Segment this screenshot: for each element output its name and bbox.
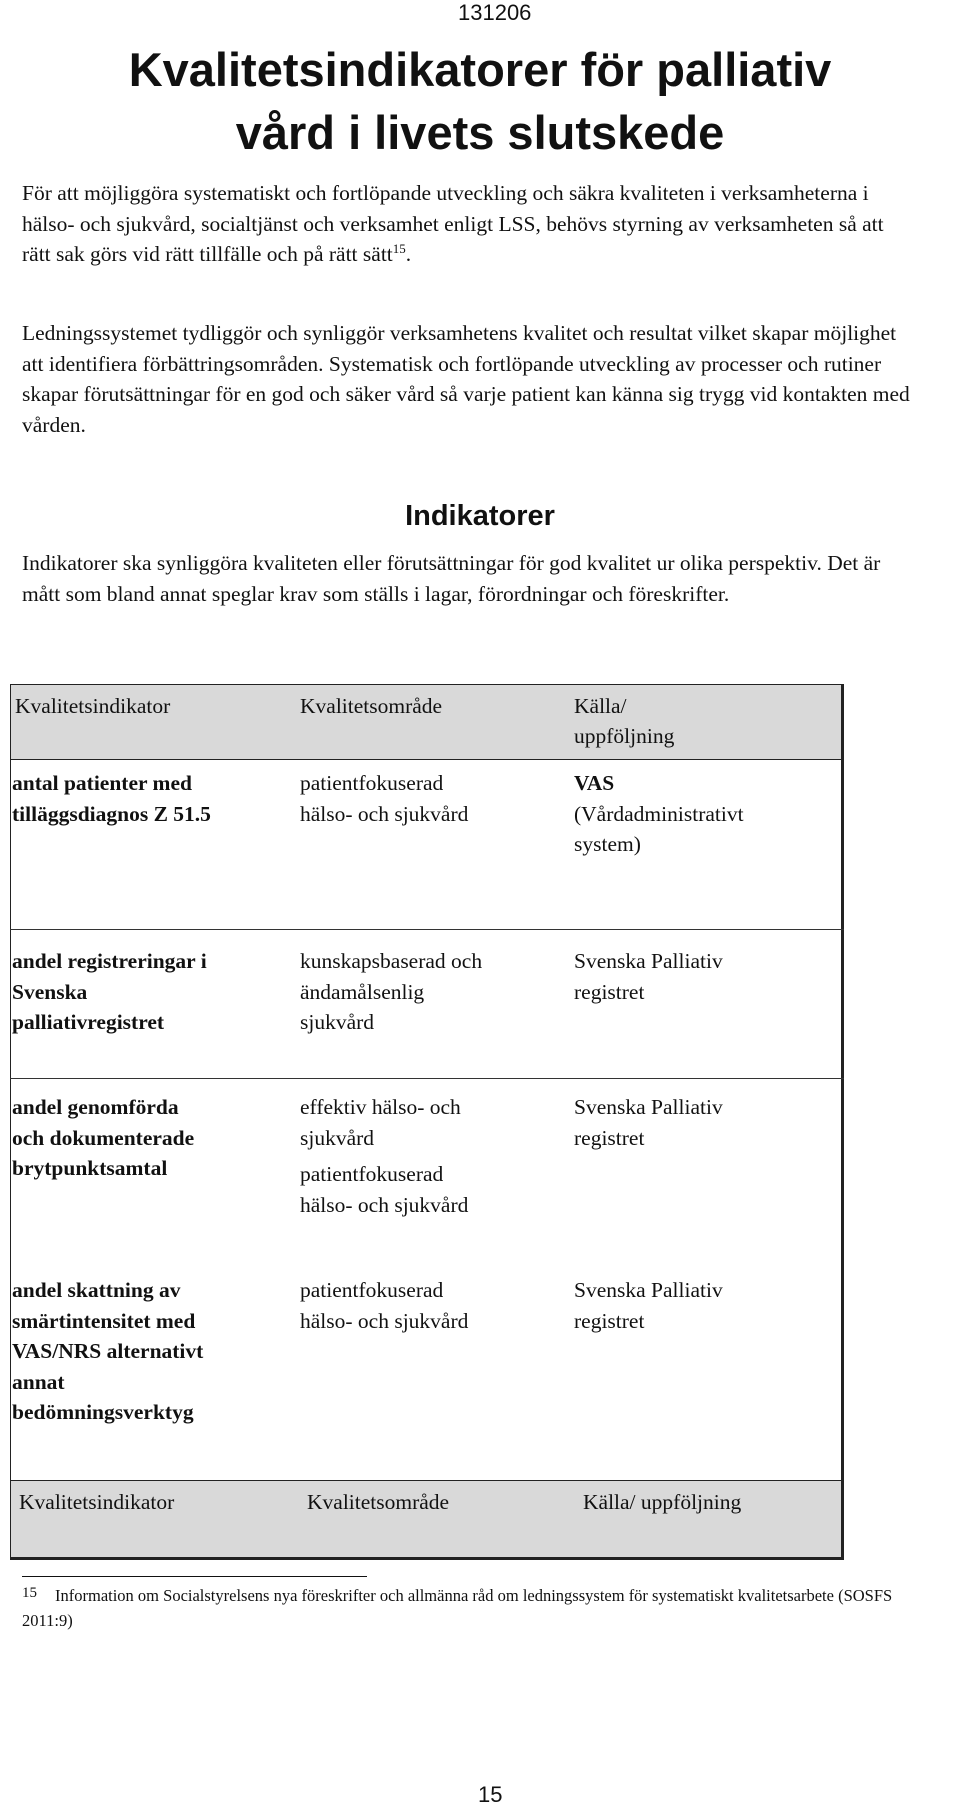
table-row	[10, 946, 844, 1046]
cell-area-line-1: effektiv hälso- och sjukvård	[300, 1095, 461, 1150]
table-row	[10, 768, 844, 898]
footnote-text: Information om Socialstyrelsens nya föreskrifter och allmänna råd om ledningssystem för systematiskt kvalitetsarbete (SOSFS 2011:9)	[22, 1586, 893, 1630]
intro-paragraph-1-text: För att möjliggöra systematiskt och fortlöpande utveckling och säkra kvaliteten i verksamheterna i hälso- och sjukvård, socialtjänst och verksamhet enligt LSS, behövs styrning av verksamheten så att rätt sak görs vid rätt tillfälle och på rätt sätt	[22, 181, 884, 266]
cell-source: Svenska Palliativ registret	[574, 949, 723, 1004]
cell-indicator: andel registreringar i Svenska palliativregistret	[12, 949, 207, 1034]
header-source: Källa/ uppföljning	[574, 694, 675, 748]
footer-area: Kvalitetsområde	[307, 1490, 450, 1514]
intro-paragraph-1-end: .	[405, 242, 412, 266]
cell-source: Svenska Palliativ registret	[574, 1095, 723, 1150]
table-row	[10, 1092, 844, 1242]
section-paragraph: Indikatorer ska synliggöra kvaliteten eller förutsättningar för god kvalitet ur olika perspektiv. Det är mått som bland annat speglar krav som ställs i lagar, förordningar och föreskrifter.	[22, 551, 881, 606]
footnote-separator	[22, 1576, 367, 1577]
title-line-2: vård i livets slutskede	[235, 106, 725, 159]
section-heading: Indikatorer	[405, 500, 555, 532]
row-divider	[10, 1078, 844, 1079]
header-indicator: Kvalitetsindikator	[15, 694, 171, 718]
row-divider	[10, 929, 844, 930]
footer-source: Källa/ uppföljning	[583, 1490, 742, 1514]
page-number: 15	[478, 1782, 503, 1807]
cell-source-rest: (Vårdadministrativt system)	[574, 801, 744, 856]
table-row	[10, 1275, 844, 1465]
footnote	[22, 1584, 922, 1632]
table-header-row	[10, 684, 844, 760]
cell-area: patientfokuserad hälso- och sjukvård	[300, 1278, 469, 1333]
footer-indicator: Kvalitetsindikator	[19, 1490, 175, 1514]
cell-area: patientfokuserad hälso- och sjukvård	[300, 771, 469, 826]
cell-indicator: andel skattning av smärtintensitet med VAS/NRS alternativt annat bedömningsverktyg	[12, 1278, 204, 1424]
cell-area	[300, 1092, 480, 1220]
table-footer-row	[10, 1480, 844, 1560]
footnote-number: 15	[22, 1585, 37, 1601]
cell-source-bold: VAS	[574, 771, 615, 795]
page-title	[0, 38, 960, 164]
cell-indicator: antal patienter med tilläggsdiagnos Z 51.5	[12, 771, 211, 826]
footnote-reference[interactable]: 15	[392, 240, 406, 256]
header-area: Kvalitetsområde	[300, 694, 443, 718]
cell-area: kunskapsbaserad och ändamålsenlig sjukvård	[300, 949, 483, 1034]
document-id: 131206	[458, 0, 532, 25]
intro-paragraph-2: Ledningssystemet tydliggör och synliggör verksamhetens kvalitet och resultat vilket skapar möjlighet att identifiera förbättringsområden. Systematisk och fortlöpande utveckling av processer och rutiner skapar förutsättningar för en god och säker vård så varje patient kan känna sig trygg vid kontakten med vården.	[22, 321, 910, 437]
cell-source: Svenska Palliativ registret	[574, 1278, 723, 1333]
cell-indicator: andel genomförda och dokumenterade brytpunktsamtal	[12, 1095, 195, 1180]
title-line-1: Kvalitetsindikatorer för palliativ	[128, 43, 832, 96]
cell-area-line-2: patientfokuserad hälso- och sjukvård	[300, 1162, 469, 1217]
cell-source	[574, 768, 774, 860]
intro-paragraph-1	[22, 178, 917, 270]
